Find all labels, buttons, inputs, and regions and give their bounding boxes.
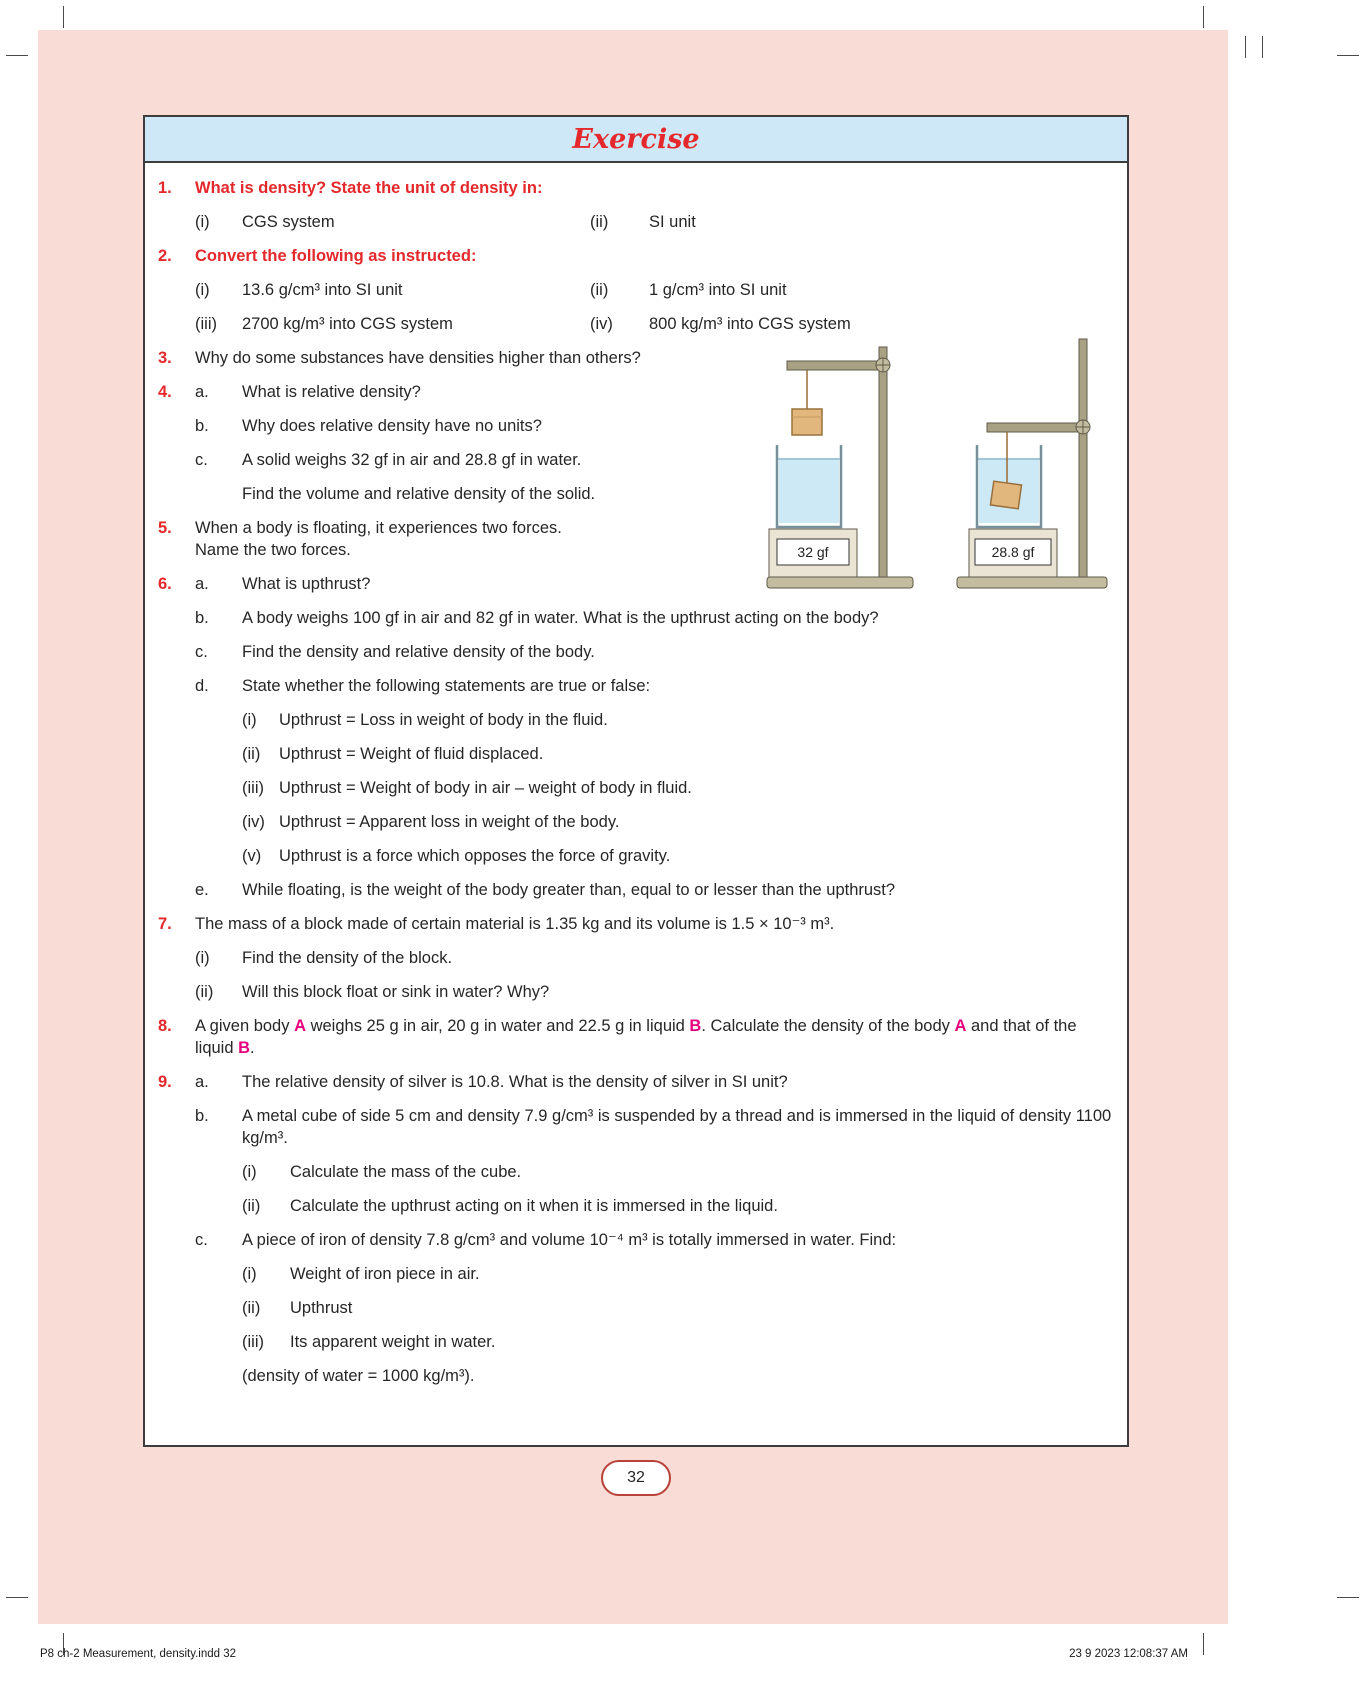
question-6d	[145, 675, 1127, 697]
q6-e-text: While floating, is the weight of the body greater than, equal to or lesser than the upthrust?	[242, 881, 896, 899]
q8-seg2: weighs 25 g in air, 20 g in water and 22.5 g in liquid	[306, 1017, 690, 1035]
q9-note	[145, 1365, 1127, 1387]
q6-a-text: What is upthrust?	[242, 575, 371, 593]
q6-c-text: Find the density and relative density of the body.	[242, 643, 595, 661]
exercise-box	[143, 115, 1129, 1447]
question-2	[145, 245, 1127, 267]
q6d-item-iii	[145, 777, 1127, 799]
question-9c	[145, 1229, 1127, 1251]
q4-a-label: a.	[195, 383, 209, 401]
crop-mark	[1337, 1597, 1359, 1598]
q9c-item-ii	[145, 1297, 1127, 1319]
footer-timestamp: 23 9 2023 12:08:37 AM	[1069, 1648, 1188, 1660]
q9b-item-i	[145, 1161, 1127, 1183]
q6d-item-iv	[145, 811, 1127, 833]
q6-b-label: b.	[195, 609, 209, 627]
question-7-ii	[145, 981, 1127, 1003]
question-2-text: Convert the following as instructed:	[195, 247, 477, 265]
q4-c-text2: Find the volume and relative density of the solid.	[242, 485, 596, 503]
q9-b-label: b.	[195, 1107, 209, 1125]
q6d-i-label: (i)	[242, 711, 257, 729]
q6d-iii-label: (iii)	[242, 779, 264, 797]
q9c-iii-text: Its apparent weight in water.	[290, 1333, 496, 1351]
q9b-ii-text: Calculate the upthrust acting on it when it is immersed in the liquid.	[290, 1197, 778, 1215]
q2-iv-text: 800 kg/m³ into CGS system	[649, 315, 851, 333]
q2-ii-text: 1 g/cm³ into SI unit	[649, 281, 787, 299]
q6-b-text: A body weighs 100 gf in air and 82 gf in water. What is the upthrust acting on the body?	[242, 609, 879, 627]
exercise-header	[145, 117, 1127, 163]
q6d-i-text: Upthrust = Loss in weight of body in the fluid.	[279, 711, 608, 729]
q9c-i-text: Weight of iron piece in air.	[290, 1265, 480, 1283]
question-7-text: The mass of a block made of certain material is 1.35 kg and its volume is 1.5 × 10⁻³ m³.	[195, 915, 835, 933]
q4-c-text: A solid weighs 32 gf in air and 28.8 gf in water.	[242, 451, 582, 469]
q9-note-text: (density of water = 1000 kg/m³).	[242, 1367, 475, 1385]
q9c-ii-text: Upthrust	[290, 1299, 353, 1317]
question-6-number: 6.	[158, 575, 172, 593]
question-7-number: 7.	[158, 915, 172, 933]
question-1-options	[145, 211, 1127, 233]
footer-filename: P8 ch-2 Measurement, density.indd 32	[40, 1648, 237, 1660]
q1-ii-label: (ii)	[590, 213, 609, 231]
q9c-ii-label: (ii)	[242, 1299, 261, 1317]
q9c-iii-label: (iii)	[242, 1333, 264, 1351]
q9b-i-label: (i)	[242, 1163, 257, 1181]
q9c-item-i	[145, 1263, 1127, 1285]
q8-seg3: . Calculate the density of the body	[701, 1017, 955, 1035]
q9b-item-ii	[145, 1195, 1127, 1217]
q4-a-text: What is relative density?	[242, 383, 421, 401]
q8-seg1: A given body	[195, 1017, 295, 1035]
q8-seg4: and that of the liquid	[195, 1017, 1077, 1057]
question-9-number: 9.	[158, 1073, 172, 1091]
q2-ii-label: (ii)	[590, 281, 609, 299]
q6d-item-ii	[145, 743, 1127, 765]
page-number-badge	[601, 1460, 671, 1496]
question-2-options-1	[145, 279, 1127, 301]
q7-i-text: Find the density of the block.	[242, 949, 453, 967]
beaker-left-icon	[777, 445, 841, 527]
q6d-iv-label: (iv)	[242, 813, 265, 831]
q6d-item-v	[145, 845, 1127, 867]
q6-c-label: c.	[195, 643, 208, 661]
question-6c	[145, 641, 1127, 663]
block-right-icon	[990, 481, 1021, 509]
q6-d-text: State whether the following statements are true or false:	[242, 677, 651, 695]
question-5-number: 5.	[158, 519, 172, 537]
q8-liquid-b2: B	[238, 1039, 251, 1057]
question-3-text: Why do some substances have densities higher than others?	[195, 349, 641, 367]
crop-mark	[1262, 36, 1263, 58]
q6d-ii-text: Upthrust = Weight of fluid displaced.	[279, 745, 544, 763]
q9-c-text: A piece of iron of density 7.8 g/cm³ and volume 10⁻⁴ m³ is totally immersed in water. Find:	[242, 1231, 897, 1249]
q6d-iv-text: Upthrust = Apparent loss in weight of the body.	[279, 813, 620, 831]
crop-mark	[63, 6, 64, 28]
crop-mark	[6, 1597, 28, 1598]
q6d-item-i	[145, 709, 1127, 731]
question-6b	[145, 607, 1127, 629]
crop-mark	[6, 55, 28, 56]
q9-a-label: a.	[195, 1073, 209, 1091]
question-9a	[145, 1071, 1127, 1093]
q6d-v-label: (v)	[242, 847, 262, 865]
question-4-number: 4.	[158, 383, 172, 401]
q7-i-label: (i)	[195, 949, 210, 967]
crop-mark	[1203, 1633, 1204, 1655]
q9c-i-label: (i)	[242, 1265, 257, 1283]
q2-iv-label: (iv)	[590, 315, 613, 333]
question-1	[145, 177, 1127, 199]
q9c-item-iii	[145, 1331, 1127, 1353]
q6d-ii-label: (ii)	[242, 745, 261, 763]
question-3-number: 3.	[158, 349, 172, 367]
page-number: 32	[627, 1469, 645, 1486]
question-6e	[145, 879, 1127, 901]
q2-i-text: 13.6 g/cm³ into SI unit	[242, 281, 403, 299]
q8-body-a2: A	[954, 1017, 967, 1035]
question-7	[145, 913, 1127, 935]
question-7-i	[145, 947, 1127, 969]
question-8	[145, 1015, 1127, 1059]
balance-right	[969, 529, 1057, 577]
balance-left-reading: 32 gf	[797, 544, 829, 560]
crop-mark	[1245, 36, 1246, 58]
crop-mark	[1203, 6, 1204, 28]
question-2-number: 2.	[158, 247, 172, 265]
question-9b	[145, 1105, 1127, 1149]
q9-a-text: The relative density of silver is 10.8. What is the density of silver in SI unit?	[242, 1073, 788, 1091]
block-left-icon	[792, 409, 822, 435]
q6-e-label: e.	[195, 881, 209, 899]
q7-ii-text: Will this block float or sink in water? Why?	[242, 983, 550, 1001]
q6d-iii-text: Upthrust = Weight of body in air – weight of body in fluid.	[279, 779, 692, 797]
q8-body-a: A	[294, 1017, 306, 1035]
q4-b-label: b.	[195, 417, 209, 435]
question-1-number: 1.	[158, 179, 172, 197]
exercise-body	[145, 163, 1127, 1445]
exercise-title: Exercise	[572, 123, 700, 155]
q6-a-label: a.	[195, 575, 209, 593]
q2-iii-label: (iii)	[195, 315, 217, 333]
page-background	[38, 30, 1228, 1624]
q8-seg5: .	[250, 1039, 255, 1057]
q5-line2: Name the two forces.	[195, 541, 351, 559]
balance-right-reading: 28.8 gf	[991, 544, 1035, 560]
q5-line1: When a body is floating, it experiences two forces.	[195, 519, 562, 537]
crop-mark	[1337, 55, 1359, 56]
q1-ii-text: SI unit	[649, 213, 696, 231]
q4-c-label: c.	[195, 451, 208, 469]
experiment-figure	[761, 335, 1121, 600]
q1-i-text: CGS system	[242, 213, 335, 231]
q2-iii-text: 2700 kg/m³ into CGS system	[242, 315, 453, 333]
q2-i-label: (i)	[195, 281, 210, 299]
q6d-v-text: Upthrust is a force which opposes the force of gravity.	[279, 847, 671, 865]
question-2-options-2	[145, 313, 1127, 335]
balance-left	[769, 529, 857, 577]
q8-liquid-b: B	[689, 1017, 702, 1035]
q9-b-text: A metal cube of side 5 cm and density 7.9 g/cm³ is suspended by a thread and is immersed in the liquid of density 1100 kg/m³.	[242, 1107, 1112, 1147]
q9b-ii-label: (ii)	[242, 1197, 261, 1215]
q6-d-label: d.	[195, 677, 209, 695]
q9-c-label: c.	[195, 1231, 208, 1249]
question-8-number: 8.	[158, 1017, 172, 1035]
q9b-i-text: Calculate the mass of the cube.	[290, 1163, 522, 1181]
question-8-text	[195, 1015, 1127, 1059]
q7-ii-label: (ii)	[195, 983, 214, 1001]
question-1-text: What is density? State the unit of density in:	[195, 179, 543, 197]
q4-b-text: Why does relative density have no units?	[242, 417, 542, 435]
q1-i-label: (i)	[195, 213, 210, 231]
